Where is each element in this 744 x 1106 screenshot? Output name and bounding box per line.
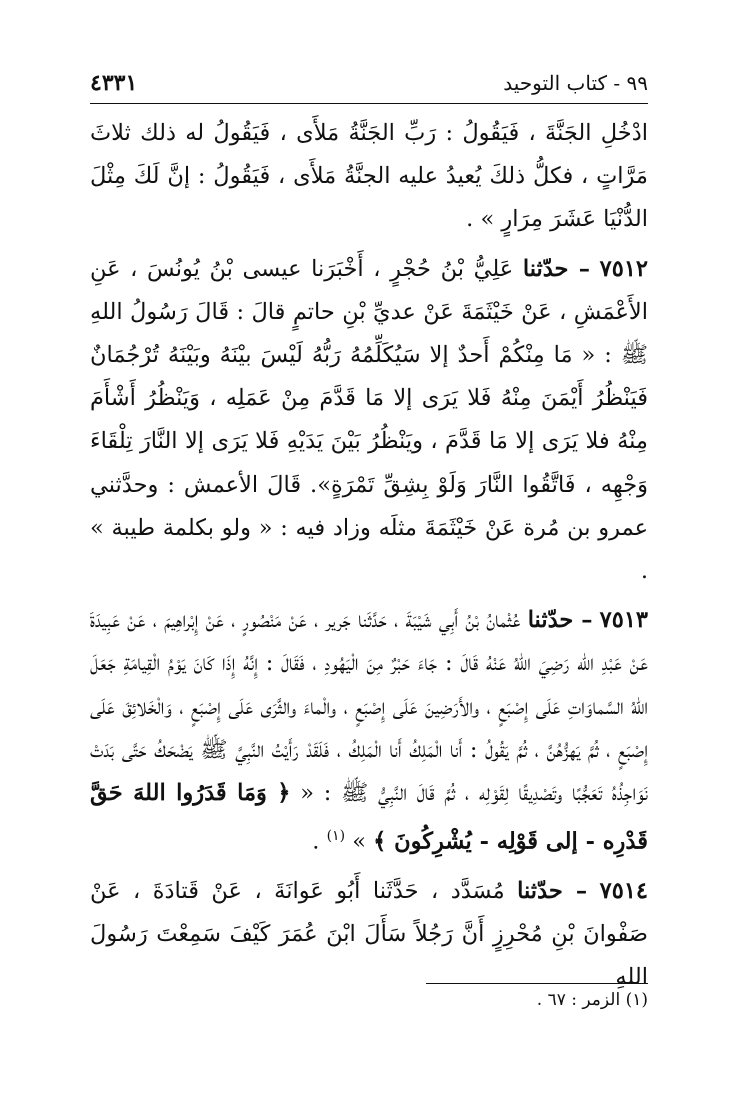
narration-chain-start: حدّثنا xyxy=(517,877,563,904)
hadith-text: عُثْمانُ بْنُ أَبِي شَيْبَةَ ، حَدَّثَنا جَرير ، عَنْ مَنْصُورٍ ، عَنْ إِبْراهِيمَ ، عَنْ عَبِيدَةَ عَنْ عَبْدِ الله رَضِيَ اللهُ عَنْهُ قَالَ : جَاءَ حَبْرٌ مِنَ الْيَهُودِ ، فَقَالَ : إِنَّهُ إِذَا كَانَ يَوْمُ الْقِيامَةِ جَعَلَ اللهُ السَّماوَاتِ عَلَى إِصْبَعٍ ، والأَرَضِينَ عَلَى إِصْبَعٍ ، والْماءَ والثَّرَى عَلَى إِصْبَعٍ ، وَالْخَلائِقَ عَلَى إِصْبَعٍ ، ثُمَّ يَهزُّهُنَّ ، ثُمَّ يَقُولُ : أَنا الْمَلِكُ أَنا الْمَلِكُ ، فَلَقَدْ رَأَيْتُ النَّبِيَّ ﷺ يَضْحَكُ حَتَّى بَدَتْ نَوَاجِذُهُ تَعَجُّبًا وتَصْدِيقًا لِقَوْلِه ، ثُمَّ قَالَ النَّبِيُّ ﷺ : « xyxy=(90,607,649,807)
page-number: ٤٣٣١ xyxy=(90,70,138,96)
hadith-number: ٧٥١٤ xyxy=(599,877,648,904)
page-header xyxy=(90,66,648,100)
hadith-7512: ٧٥١٢ – حدّثنا عَلِيُّ بْنُ حُجْرٍ ، أَخْبَرَنا عيسى بْنُ يُونُسَ ، عَنِ الأَعْمَشِ ، عَنْ خَيْثَمَةَ عَنْ عديِّ بْنِ حاتمٍ قالَ : قَالَ رَسُولُ اللهِ ﷺ : « مَا مِنْكُمْ أَحدٌ إلا سَيُكَلِّمُهُ رَبُّهُ لَيْسَ بيْنَهُ وبَيْنَهُ تُرْجُمَانٌ فَيَنْظُرُ أَيْمَنَ مِنْهُ فَلا يَرَى إلا مَا قَدَّمَ مِنْ عَمَلِه ، وَيَنْظُرُ أَشْأَمَ مِنْهُ فلا يَرَى إلا مَا قَدَّمَ ، ويَنْظُرُ بَيْنَ يَدَيْهِ فَلا يَرَى إلا النَّارَ تِلْقَاءَ وَجْهِه ، فَاتَّقُوا النَّارَ وَلَوْ بِشِقِّ تَمْرَةٍ». قَالَ الأعمش : وحدَّثني عمرو بن مُرة عَنْ خَيْثَمَةَ مثلَه وزاد فيه : « ولو بكلمة طيبة » . xyxy=(90,255,648,585)
hadith-number: ٧٥١٣ xyxy=(599,607,648,634)
hadith-7513: ٧٥١٣ – حدّثنا عُثْمانُ بْنُ أَبِي شَيْبَةَ ، حَدَّثَنا جَرير ، عَنْ مَنْصُورٍ ، عَنْ إِبْراهِيمَ ، عَنْ عَبِيدَةَ عَنْ عَبْدِ الله رَضِيَ اللهُ عَنْهُ قَالَ : جَاءَ حَبْرٌ مِنَ الْيَهُودِ ، فَقَالَ : إِنَّهُ إِذَا كَانَ يَوْمُ الْقِيامَةِ جَعَلَ اللهُ السَّماوَاتِ عَلَى إِصْبَعٍ ، والأَرَضِينَ عَلَى إِصْبَعٍ ، والْماءَ والثَّرَى عَلَى إِصْبَعٍ ، وَالْخَلائِقَ عَلَى إِصْبَعٍ ، ثُمَّ يَهزُّهُنَّ ، ثُمَّ يَقُولُ : أَنا الْمَلِكُ أَنا الْمَلِكُ ، فَلَقَدْ رَأَيْتُ النَّبِيَّ ﷺ يَضْحَكُ حَتَّى بَدَتْ نَوَاجِذُهُ تَعَجُّبًا وتَصْدِيقًا لِقَوْلِه ، ثُمَّ قَالَ النَّبِيُّ ﷺ : « ﴿ وَمَا قَدَرُوا اللهَ حَقَّ قَدْرِه - إلى قَوْلِه - يُشْرِكُونَ ﴾ » $^{(١)}$ . xyxy=(90,607,649,855)
paragraph-continuation: ادْخُلِ الجَنَّةَ ، فَيَقُولُ : رَبِّ الجَنَّةُ مَلأَى ، فَيَقُولُ له ذلك ثلاثَ مَرَّاتٍ ، فكلُّ ذلكَ يُعيدُ عليه الجنَّةُ مَلأَى ، فَيَقُولُ : إنَّ لَكَ مِثْلَ الدُّنْيَا عَشَرَ مِرَارٍ » . xyxy=(90,120,648,233)
hadith-text: مُسَدَّد ، حَدَّثَنا أَبُو عَوانَةَ ، عَنْ قَتادَةَ ، عَنْ صَفْوانَ بْنِ مُحْرِزٍ أَنَّ رَجُلاً سَأَلَ ابْنَ عُمَرَ كَيْفَ سَمِعْتَ رَسُولَ اللهِ xyxy=(90,877,648,991)
hadith-number: ٧٥١٢ xyxy=(599,255,648,282)
quran-quote: ﴿ وَمَا قَدَرُوا اللهَ حَقَّ قَدْرِه - إلى قَوْلِه - يُشْرِكُونَ ﴾ xyxy=(90,780,648,855)
page-body xyxy=(90,112,648,1000)
running-title: ٩٩ - كتاب التوحيد xyxy=(503,71,648,95)
quote-close: » xyxy=(352,828,366,855)
narration-chain-start: حدّثنا xyxy=(527,607,574,634)
narration-chain-start: حدّثنا xyxy=(522,255,569,282)
sentence-end: . xyxy=(312,828,320,855)
hadith-text: عَلِيُّ بْنُ حُجْرٍ ، أَخْبَرَنا عيسى بْنُ يُونُسَ ، عَنِ الأَعْمَشِ ، عَنْ خَيْثَمَةَ عَنْ عديِّ بْنِ حاتمٍ قالَ : قَالَ رَسُولُ اللهِ ﷺ : « مَا مِنْكُمْ أَحدٌ إلا سَيُكَلِّمُهُ رَبُّهُ لَيْسَ بيْنَهُ وبَيْنَهُ تُرْجُمَانٌ فَيَنْظُرُ أَيْمَنَ مِنْهُ فَلا يَرَى إلا مَا قَدَّمَ مِنْ عَمَلِه ، وَيَنْظُرُ أَشْأَمَ مِنْهُ فلا يَرَى إلا مَا قَدَّمَ ، ويَنْظُرُ بَيْنَ يَدَيْهِ فَلا يَرَى إلا النَّارَ تِلْقَاءَ وَجْهِه ، فَاتَّقُوا النَّارَ وَلَوْ بِشِقِّ تَمْرَةٍ». قَالَ الأعمش : وحدَّثني عمرو بن مُرة عَنْ خَيْثَمَةَ مثلَه وزاد فيه : « ولو بكلمة طيبة » . xyxy=(90,255,648,585)
header-rule xyxy=(90,103,648,104)
footnote: (١) الزمر : ٦٧ . xyxy=(536,990,648,1010)
footnote-reference: (١) xyxy=(326,828,346,845)
hadith-7514: ٧٥١٤ – حدّثنا مُسَدَّد ، حَدَّثَنا أَبُو عَوانَةَ ، عَنْ قَتادَةَ ، عَنْ صَفْوانَ بْنِ مُحْرِزٍ أَنَّ رَجُلاً سَأَلَ ابْنَ عُمَرَ كَيْفَ سَمِعْتَ رَسُولَ اللهِ xyxy=(90,877,648,991)
footnote-rule xyxy=(426,983,648,984)
